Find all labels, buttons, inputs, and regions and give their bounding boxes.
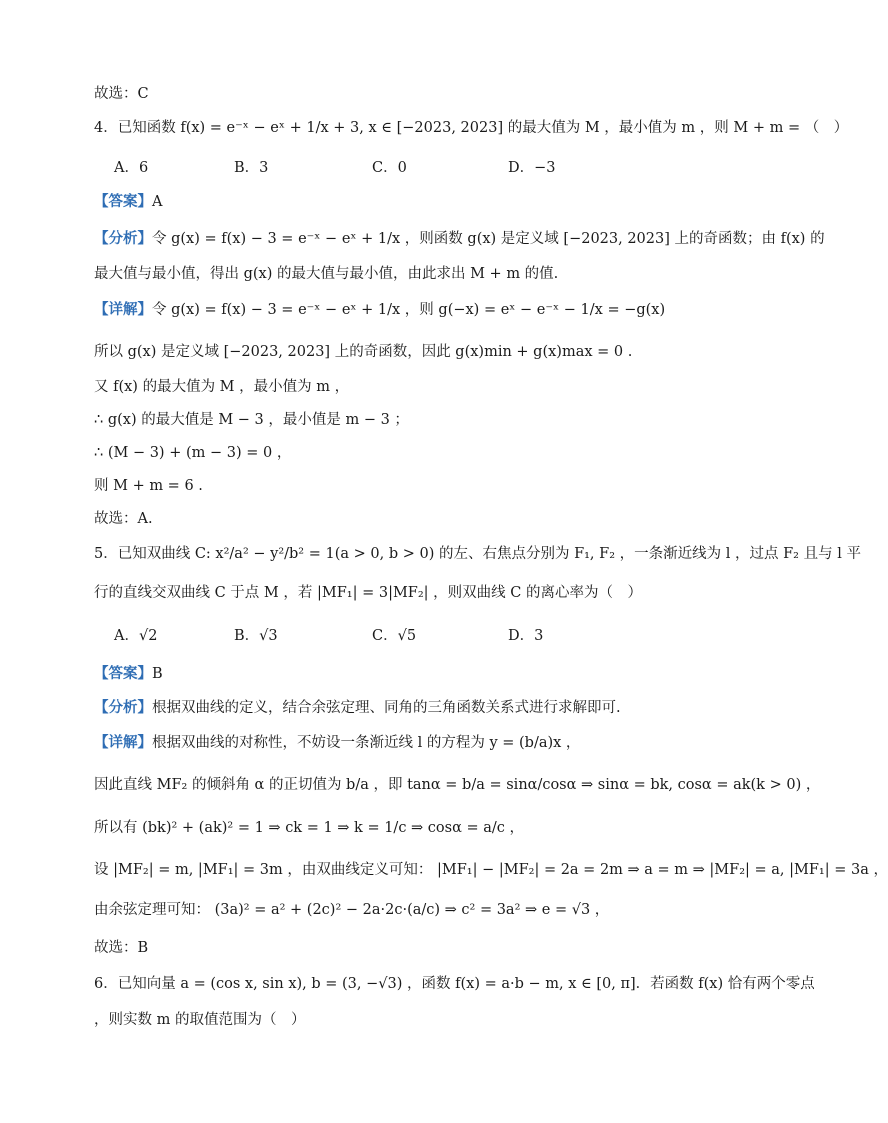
q5-answer: B bbox=[152, 666, 163, 682]
q5-option-c: C．√5 bbox=[372, 628, 417, 644]
q4-detail-1: 令 g(x) = f(x) − 3 = e⁻ˣ − eˣ + 1/x ，则 g(−x) = eˣ − e⁻ˣ − 1/x = −g(x) bbox=[152, 302, 666, 318]
q4-answer: A bbox=[152, 194, 163, 210]
q5-option-d: D．3 bbox=[508, 628, 544, 644]
q4-detail-4: ∴ g(x) 的最大值是 M − 3 ，最小值是 m − 3 ； bbox=[94, 412, 409, 428]
analysis-tag: 【分析】 bbox=[94, 700, 152, 716]
q5-answer-line bbox=[94, 664, 724, 684]
q6-stem-2: ，则实数 m 的取值范围为（ ） bbox=[94, 1012, 306, 1028]
q4-analysis-2: 最大值与最小值，得出 g(x) 的最大值与最小值，由此求出 M + m 的值. bbox=[94, 266, 559, 282]
q4-detail-3: 又 f(x) 的最大值为 M ，最小值为 m ， bbox=[94, 379, 350, 395]
q4-detail-line-1 bbox=[94, 300, 724, 320]
q4-answer-line bbox=[94, 192, 724, 212]
q4-option-a: A．6 bbox=[114, 160, 149, 176]
answer-tag: 【答案】 bbox=[94, 666, 152, 682]
q5-analysis-1: 根据双曲线的定义，结合余弦定理、同角的三角函数关系式进行求解即可. bbox=[152, 700, 621, 716]
detail-tag: 【详解】 bbox=[94, 735, 152, 751]
answer-tag: 【答案】 bbox=[94, 194, 152, 210]
q5-detail-2: 因此直线 MF₂ 的倾斜角 α 的正切值为 b/a ，即 tanα = b/a = sinα/cosα ⇒ sinα = bk, cosα = ak(k > 0) ， bbox=[94, 777, 821, 793]
q5-detail-5: 由余弦定理可知： (3a)² = a² + (2c)² − 2a·2c·(a/c) ⇒ c² = 3a² ⇒ e = √3 ， bbox=[94, 902, 610, 918]
q4-analysis-1: 令 g(x) = f(x) − 3 = e⁻ˣ − eˣ + 1/x ，则函数 g(x) 是定义域 [−2023, 2023] 上的奇函数；由 f(x) 的 bbox=[152, 231, 825, 247]
q3-conclusion: 故选：C bbox=[94, 86, 149, 102]
q4-detail-2: 所以 g(x) 是定义域 [−2023, 2023] 上的奇函数，因此 g(x)min + g(x)max = 0 . bbox=[94, 344, 633, 360]
q5-stem-1: 5．已知双曲线 C: x²/a² − y²/b² = 1(a > 0, b > 0) 的左、右焦点分别为 F₁, F₂ ，一条渐近线为 l ，过点 F₂ 且与 l 平 bbox=[94, 546, 861, 562]
q4-detail-5: ∴ (M − 3) + (m − 3) = 0 ， bbox=[94, 445, 292, 461]
detail-tag: 【详解】 bbox=[94, 302, 152, 318]
q5-detail-4: 设 |MF₂| = m, |MF₁| = 3m ，由双曲线定义可知： |MF₁| − |MF₂| = 2a = 2m ⇒ a = m ⇒ |MF₂| = a, |MF₁| = 3a ， bbox=[94, 862, 888, 878]
q4-detail-6: 则 M + m = 6 . bbox=[94, 478, 203, 494]
q5-option-b: B．√3 bbox=[234, 628, 278, 644]
analysis-tag: 【分析】 bbox=[94, 231, 152, 247]
q5-option-a: A．√2 bbox=[114, 628, 158, 644]
q5-detail-1: 根据双曲线的对称性，不妨设一条渐近线 l 的方程为 y = (b/a)x ， bbox=[152, 735, 581, 751]
q5-analysis-line bbox=[94, 698, 724, 718]
q4-option-d: D．−3 bbox=[508, 160, 556, 176]
q5-detail-line-1 bbox=[94, 733, 724, 753]
q4-option-c: C．0 bbox=[372, 160, 407, 176]
q4-analysis-line-1 bbox=[94, 229, 825, 249]
q4-conclusion: 故选：A. bbox=[94, 511, 153, 527]
q4-option-b: B．3 bbox=[234, 160, 269, 176]
q4-stem: 4．已知函数 f(x) = e⁻ˣ − eˣ + 1/x + 3, x ∈ [−2023, 2023] 的最大值为 M ，最小值为 m ，则 M + m = （ ） bbox=[94, 120, 849, 136]
q5-detail-3: 所以有 (bk)² + (ak)² = 1 ⇒ ck = 1 ⇒ k = 1/c ⇒ cosα = a/c ， bbox=[94, 820, 525, 836]
q6-stem-1: 6．已知向量 a = (cos x, sin x), b = (3, −√3) ，函数 f(x) = a·b − m, x ∈ [0, π]．若函数 f(x) 恰有两个零点 bbox=[94, 976, 815, 992]
q5-stem-2: 行的直线交双曲线 C 于点 M ，若 |MF₁| = 3|MF₂| ，则双曲线 C 的离心率为（ ） bbox=[94, 585, 642, 601]
q5-conclusion: 故选：B bbox=[94, 940, 149, 956]
